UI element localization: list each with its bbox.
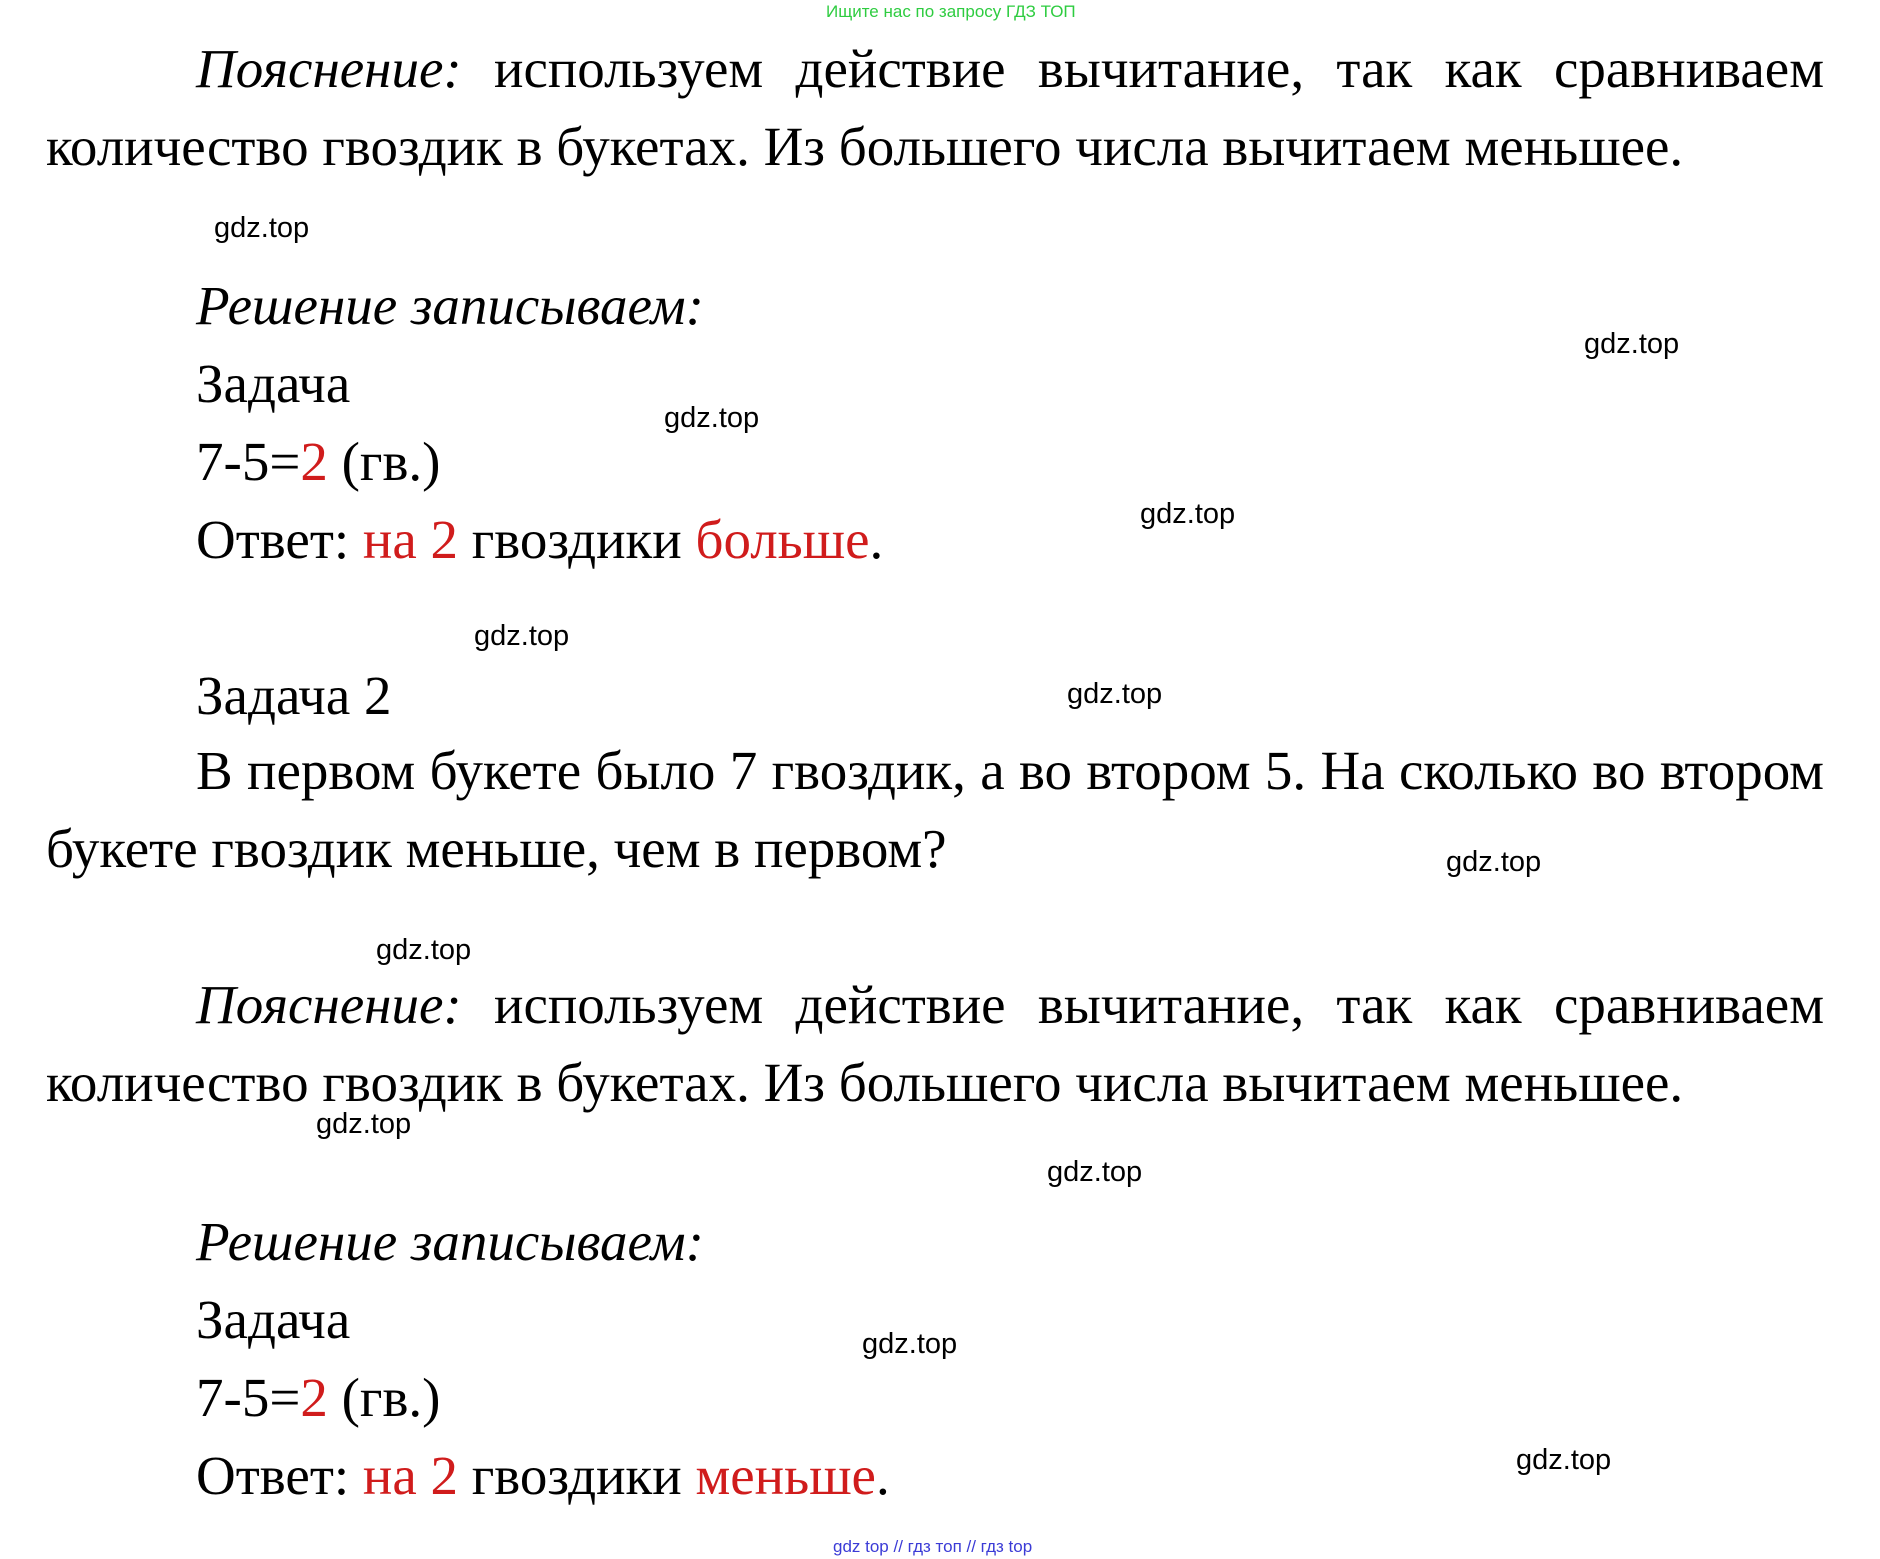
equation <box>196 431 441 492</box>
answer-end: . <box>875 1445 890 1506</box>
solution-label: Решение записываем: <box>196 1211 704 1272</box>
watermark: gdz.top <box>316 1108 412 1140</box>
watermark: gdz.top <box>1516 1444 1612 1476</box>
equation-suffix: (гв.) <box>327 431 441 492</box>
answer-middle: гвоздики <box>458 1445 696 1506</box>
explanation-paragraph-1 <box>46 30 1824 186</box>
equation-result: 2 <box>300 1367 328 1428</box>
explanation-label: Пояснение: <box>196 38 462 99</box>
task-label: Задача <box>196 353 351 414</box>
problem-text: В первом букете было 7 гвоздик, а во втором 5. На сколько во втором букете гвоздик меньше, чем в первом? <box>46 740 1824 879</box>
watermark: gdz.top <box>1584 328 1680 360</box>
answer-end: . <box>869 509 884 570</box>
equation-prefix: 7-5= <box>196 1367 301 1428</box>
explanation-paragraph-2 <box>46 966 1824 1122</box>
answer-amount: на 2 <box>362 509 458 570</box>
explanation-label: Пояснение: <box>196 974 462 1035</box>
watermark: gdz.top <box>1446 846 1542 878</box>
equation-result: 2 <box>300 431 328 492</box>
answer-label: Ответ: <box>196 509 363 570</box>
explanation-text: используем действие вычитание, так как сравниваем количество гвоздик в букетах. Из большего числа вычитаем меньшее. <box>46 38 1824 177</box>
answer-line <box>196 1445 890 1506</box>
explanation-text: используем действие вычитание, так как сравниваем количество гвоздик в букетах. Из большего числа вычитаем меньшее. <box>46 974 1824 1113</box>
equation <box>196 1367 441 1428</box>
top-banner: Ищите нас по запросу ГДЗ ТОП <box>826 2 1076 21</box>
answer-word: больше <box>695 509 870 570</box>
watermark: gdz.top <box>376 934 472 966</box>
solution-label: Решение записываем: <box>196 275 704 336</box>
watermark: gdz.top <box>1067 678 1163 710</box>
answer-amount: на 2 <box>362 1445 458 1506</box>
bottom-banner: gdz top // гдз топ // гдз top <box>833 1537 1033 1556</box>
equation-suffix: (гв.) <box>327 1367 441 1428</box>
task-2-title: Задача 2 <box>196 665 392 726</box>
watermark: gdz.top <box>214 212 310 244</box>
watermark: gdz.top <box>1140 498 1236 530</box>
watermark: gdz.top <box>1047 1156 1143 1188</box>
watermark: gdz.top <box>474 620 570 652</box>
answer-line <box>196 509 884 570</box>
answer-word: меньше <box>695 1445 876 1506</box>
task-label: Задача <box>196 1289 351 1350</box>
watermark: gdz.top <box>664 402 760 434</box>
watermark: gdz.top <box>862 1328 958 1360</box>
equation-prefix: 7-5= <box>196 431 301 492</box>
answer-label: Ответ: <box>196 1445 363 1506</box>
answer-middle: гвоздики <box>458 509 696 570</box>
